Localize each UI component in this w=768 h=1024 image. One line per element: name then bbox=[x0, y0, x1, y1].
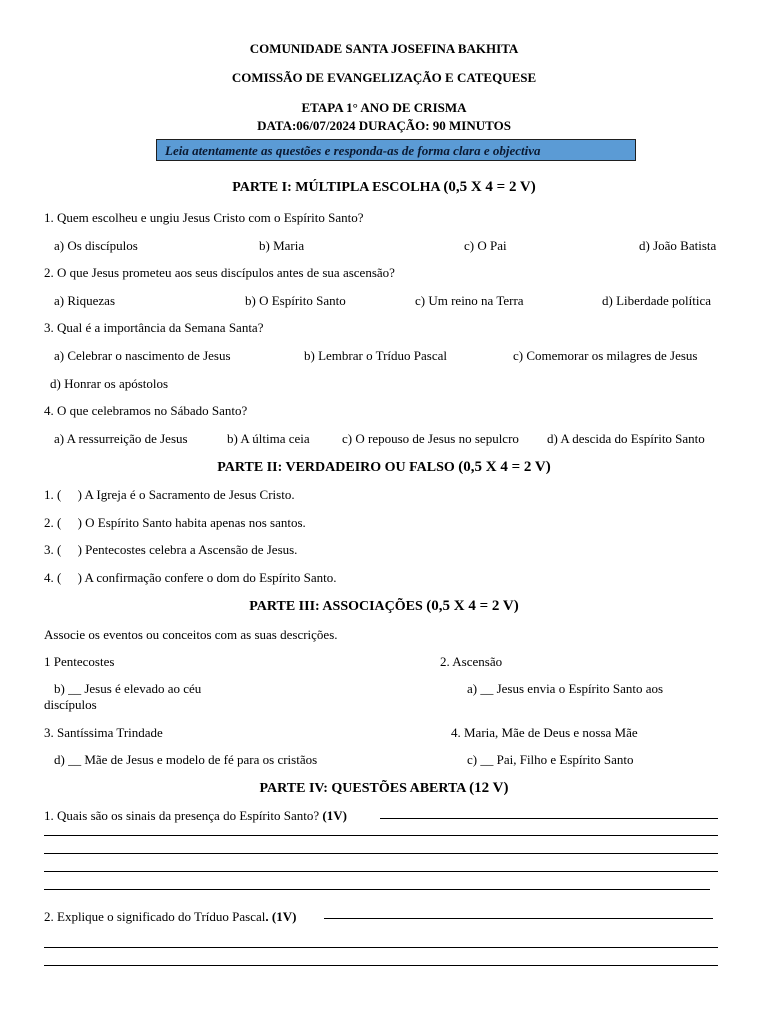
answer-line[interactable] bbox=[44, 947, 718, 948]
part1-score: (0,5 X 4 = 2 V) bbox=[443, 179, 536, 195]
header-date-duration: DATA:06/07/2024 DURAÇÃO: 90 MINUTOS bbox=[257, 118, 511, 133]
tf-item bbox=[44, 570, 336, 586]
answer-line[interactable] bbox=[44, 889, 710, 890]
tf-statement: ) Pentecostes celebra a Ascensão de Jesus. bbox=[77, 542, 298, 557]
answer-line[interactable] bbox=[380, 818, 718, 819]
option[interactable]: b) A última ceia bbox=[227, 431, 310, 446]
instruction-box bbox=[156, 139, 636, 161]
header-community: COMUNIDADE SANTA JOSEFINA BAKHITA bbox=[249, 41, 519, 56]
tf-item bbox=[44, 515, 306, 531]
option[interactable]: c) O repouso de Jesus no sepulcro bbox=[342, 431, 519, 446]
tf-item bbox=[44, 487, 295, 503]
assoc-term: 3. Santíssima Trindade bbox=[44, 725, 163, 740]
tf-number[interactable]: 4. ( bbox=[44, 570, 62, 585]
question-3: 3. Qual é a importância da Semana Santa? bbox=[44, 320, 264, 335]
q2-score: . (1V) bbox=[265, 909, 297, 924]
option[interactable]: a) A ressurreição de Jesus bbox=[54, 431, 188, 446]
option[interactable]: b) O Espírito Santo bbox=[245, 293, 346, 308]
part3-intro: Associe os eventos ou conceitos com as suas descrições. bbox=[44, 627, 338, 642]
option[interactable]: d) Honrar os apóstolos bbox=[50, 376, 169, 391]
answer-line[interactable] bbox=[44, 965, 718, 966]
option[interactable]: d) A descida do Espírito Santo bbox=[547, 431, 705, 446]
part3-title: PARTE III: ASSOCIAÇÕES (0,5 X 4 = 2 V) bbox=[249, 598, 519, 614]
question-2: 2. O que Jesus prometeu aos seus discípulos antes de sua ascensão? bbox=[44, 265, 395, 280]
tf-statement: ) A Igreja é o Sacramento de Jesus Cristo. bbox=[77, 487, 295, 502]
assoc-term: 4. Maria, Mãe de Deus e nossa Mãe bbox=[451, 725, 638, 740]
option[interactable]: a) Riquezas bbox=[54, 293, 116, 308]
header-stage: ETAPA 1° ANO DE CRISMA bbox=[301, 100, 467, 115]
tf-statement: ) O Espírito Santo habita apenas nos santos. bbox=[77, 515, 306, 530]
answer-line[interactable] bbox=[44, 835, 718, 836]
part3-score: (0,5 X 4 = 2 V) bbox=[426, 598, 519, 614]
tf-number[interactable]: 1. ( bbox=[44, 487, 62, 502]
assoc-description[interactable]: b) __ Jesus é elevado ao céu bbox=[54, 681, 202, 696]
tf-statement: ) A confirmação confere o dom do Espírito Santo. bbox=[77, 570, 337, 585]
option[interactable]: d) Liberdade política bbox=[602, 293, 712, 308]
q1-score: (1V) bbox=[322, 808, 347, 823]
part4-score: (12 V) bbox=[469, 780, 509, 796]
option[interactable]: c) O Pai bbox=[464, 238, 507, 253]
option[interactable]: b) Lembrar o Tríduo Pascal bbox=[304, 348, 447, 363]
answer-line[interactable] bbox=[44, 853, 718, 854]
assoc-term: 1 Pentecostes bbox=[44, 654, 115, 669]
assoc-term: 2. Ascensão bbox=[440, 654, 503, 669]
tf-number[interactable]: 3. ( bbox=[44, 542, 62, 557]
assoc-description-cont: discípulos bbox=[44, 697, 97, 712]
tf-item bbox=[44, 542, 297, 558]
option[interactable]: a) Celebrar o nascimento de Jesus bbox=[54, 348, 231, 363]
instruction-text: Leia atentamente as questões e responda-as de forma clara e objectiva bbox=[165, 143, 541, 158]
answer-line[interactable] bbox=[44, 871, 718, 872]
header-commission: COMISSÃO DE EVANGELIZAÇÃO E CATEQUESE bbox=[231, 70, 537, 85]
assoc-description[interactable]: a) __ Jesus envia o Espírito Santo aos bbox=[467, 681, 664, 696]
assoc-description[interactable]: d) __ Mãe de Jesus e modelo de fé para os cristãos bbox=[54, 752, 318, 767]
part2-score: (0,5 X 4 = 2 V) bbox=[458, 459, 551, 475]
part1-title: PARTE I: MÚLTIPLA ESCOLHA (0,5 X 4 = 2 V) bbox=[232, 179, 536, 195]
answer-line[interactable] bbox=[324, 918, 713, 919]
assoc-description[interactable]: c) __ Pai, Filho e Espírito Santo bbox=[467, 752, 634, 767]
option[interactable]: b) Maria bbox=[259, 238, 305, 253]
part2-title: PARTE II: VERDADEIRO OU FALSO (0,5 X 4 = 2 V) bbox=[217, 459, 551, 475]
option[interactable]: a) Os discípulos bbox=[54, 238, 138, 253]
part4-title: PARTE IV: QUESTÕES ABERTA (12 V) bbox=[259, 780, 509, 796]
question-4: 4. O que celebramos no Sábado Santo? bbox=[44, 403, 248, 418]
option[interactable]: c) Comemorar os milagres de Jesus bbox=[513, 348, 698, 363]
open-question-1: 1. Quais são os sinais da presença do Espírito Santo? (1V) bbox=[44, 808, 347, 823]
question-1: 1. Quem escolheu e ungiu Jesus Cristo com o Espírito Santo? bbox=[44, 210, 364, 225]
option[interactable]: d) João Batista bbox=[639, 238, 717, 253]
open-question-2: 2. Explique o significado do Tríduo Pascal. (1V) bbox=[44, 909, 297, 924]
option[interactable]: c) Um reino na Terra bbox=[415, 293, 524, 308]
tf-number[interactable]: 2. ( bbox=[44, 515, 62, 530]
